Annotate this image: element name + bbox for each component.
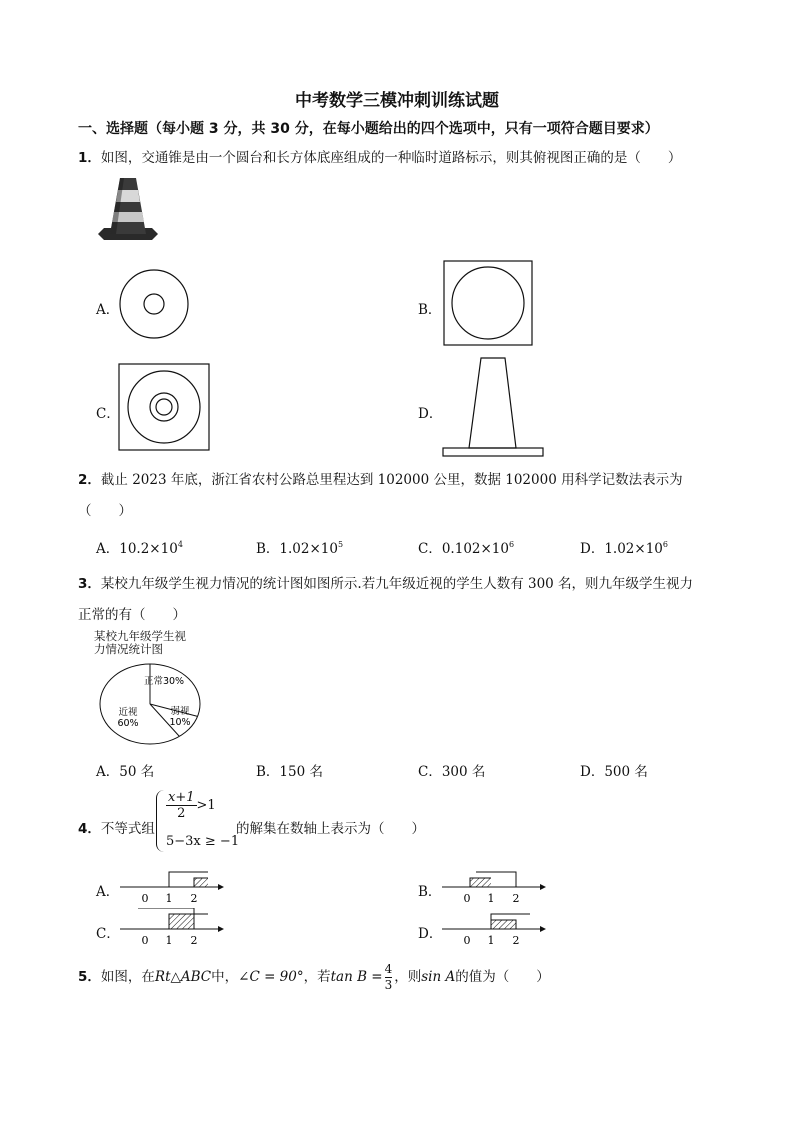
q3-option-a: A．50 名 xyxy=(96,764,155,780)
triangle-notation: Rt△ABC xyxy=(154,969,212,985)
answer-paren: （ ） xyxy=(78,503,132,519)
option-label: B． xyxy=(256,541,280,557)
q1-option-d-figure xyxy=(440,355,546,461)
fraction xyxy=(385,962,393,993)
question-text: 的值为（ ） xyxy=(455,969,550,985)
angle-expression: ∠C = 90° xyxy=(238,969,304,985)
q4-option-b-label: B． xyxy=(418,884,442,900)
question-1 xyxy=(78,146,681,166)
tick-label: 2 xyxy=(190,934,198,947)
pie-label-myopia: 近视 xyxy=(118,707,138,718)
question-number: 5． xyxy=(78,969,101,985)
q1-option-b-label: B． xyxy=(418,302,442,318)
question-4 xyxy=(78,817,155,837)
option-label: A． xyxy=(96,541,120,557)
q1-option-d-label: D． xyxy=(418,406,443,422)
q2-option-d xyxy=(580,537,668,557)
pie-label-weak: 弱视 xyxy=(170,706,190,717)
q4-option-d-label: D． xyxy=(418,926,443,942)
fraction-numerator: x+1 xyxy=(168,790,195,805)
option-exponent: 5 xyxy=(337,540,344,549)
question-text: 不等式组 xyxy=(100,821,155,837)
q4-option-c-label: C． xyxy=(96,926,120,942)
q1-option-b-figure xyxy=(443,260,535,348)
section-heading: 一、选择题（每小题 3 分，共 30 分，在每小题给出的四个选项中，只有一项符合题目要求） xyxy=(78,121,659,137)
tick-label: 0 xyxy=(463,892,471,905)
pie-label-normal: 正常30% xyxy=(143,676,185,687)
option-base: 1.02×10 xyxy=(279,541,338,557)
question-text: 如图，交通锥是由一个圆台和长方体底座组成的一种临时道路标示，则其俯视图正确的是（ ） xyxy=(100,150,682,166)
q2-option-c xyxy=(418,537,514,557)
q4-option-b-number-line xyxy=(440,866,550,906)
pie-label-weak: 10% xyxy=(169,717,191,728)
pie-label-myopia: 60% xyxy=(117,718,139,729)
tick-label: 2 xyxy=(512,934,520,947)
pie-chart xyxy=(98,660,208,746)
system-brace xyxy=(156,790,165,852)
inequality-gt: >1 xyxy=(196,798,216,813)
question-5 xyxy=(78,962,550,993)
tick-label: 2 xyxy=(512,892,520,905)
tick-label: 0 xyxy=(463,934,471,947)
inequality-2: 5−3x ≥ −1 xyxy=(166,834,240,849)
option-label: D． xyxy=(580,541,605,557)
question-text: ，若 xyxy=(303,969,331,985)
q3-option-c: C．300 名 xyxy=(418,764,486,780)
tick-label: 1 xyxy=(165,892,173,905)
option-base: 10.2×10 xyxy=(119,541,178,557)
q4-option-d-number-line xyxy=(440,908,550,948)
option-exponent: 4 xyxy=(177,540,183,549)
question-text: ，则 xyxy=(394,969,422,985)
tick-label: 2 xyxy=(190,892,198,905)
option-base: 0.102×10 xyxy=(441,541,509,557)
tick-label: 1 xyxy=(487,892,495,905)
option-label: C． xyxy=(418,541,442,557)
question-number: 3． xyxy=(78,576,101,592)
q1-option-a-label: A． xyxy=(96,302,120,318)
pie-title-line1: 某校九年级学生视 xyxy=(94,629,186,643)
q1-option-c-label: C． xyxy=(96,406,120,422)
pie-title-line2: 力情况统计图 xyxy=(94,642,163,656)
sin-expression: sin A xyxy=(421,969,456,985)
q4-option-c-number-line xyxy=(118,908,228,948)
question-text: 某校九年级学生视力情况的统计图如图所示.若九年级近视的学生人数有 300 名，则九年级学生视力 xyxy=(100,576,694,592)
question-2 xyxy=(78,468,683,488)
question-text-post: 的解集在数轴上表示为（ ） xyxy=(236,821,425,837)
question-number: 1． xyxy=(78,150,101,166)
fraction-denominator: 3 xyxy=(384,978,393,992)
question-number: 2． xyxy=(78,472,101,488)
q1-option-a-figure xyxy=(118,268,190,340)
traffic-cone-image xyxy=(94,176,162,242)
page-title: 中考数学三模冲刺训练试题 xyxy=(295,91,499,111)
pie-chart-title xyxy=(94,630,186,656)
tick-label: 0 xyxy=(141,892,149,905)
q4-option-a-label: A． xyxy=(96,884,120,900)
q2-option-b xyxy=(256,537,343,557)
option-exponent: 6 xyxy=(508,540,515,549)
question-text: 中， xyxy=(211,969,239,985)
fraction-numerator: 4 xyxy=(384,962,393,976)
option-exponent: 6 xyxy=(662,540,668,549)
fraction-denominator: 2 xyxy=(177,806,186,821)
inequality-1 xyxy=(166,790,216,821)
q3-option-d: D．500 名 xyxy=(580,764,648,780)
tick-label: 1 xyxy=(487,934,495,947)
q4-option-a-number-line xyxy=(118,866,228,906)
option-base: 1.02×10 xyxy=(604,541,663,557)
tick-label: 1 xyxy=(165,934,173,947)
question-3 xyxy=(78,572,693,592)
question-3-line2: 正常的有（ ） xyxy=(78,607,186,623)
tick-label: 0 xyxy=(141,934,149,947)
q1-option-c-figure xyxy=(118,363,212,453)
question-text: 如图，在 xyxy=(100,969,155,985)
tan-expression: tan B = xyxy=(330,969,383,985)
question-number: 4． xyxy=(78,821,101,837)
q3-option-b: B．150 名 xyxy=(256,764,323,780)
question-text: 截止 2023 年底，浙江省农村公路总里程达到 102000 公里，数据 102000 用科学记数法表示为 xyxy=(100,472,683,488)
q2-option-a xyxy=(96,537,183,557)
